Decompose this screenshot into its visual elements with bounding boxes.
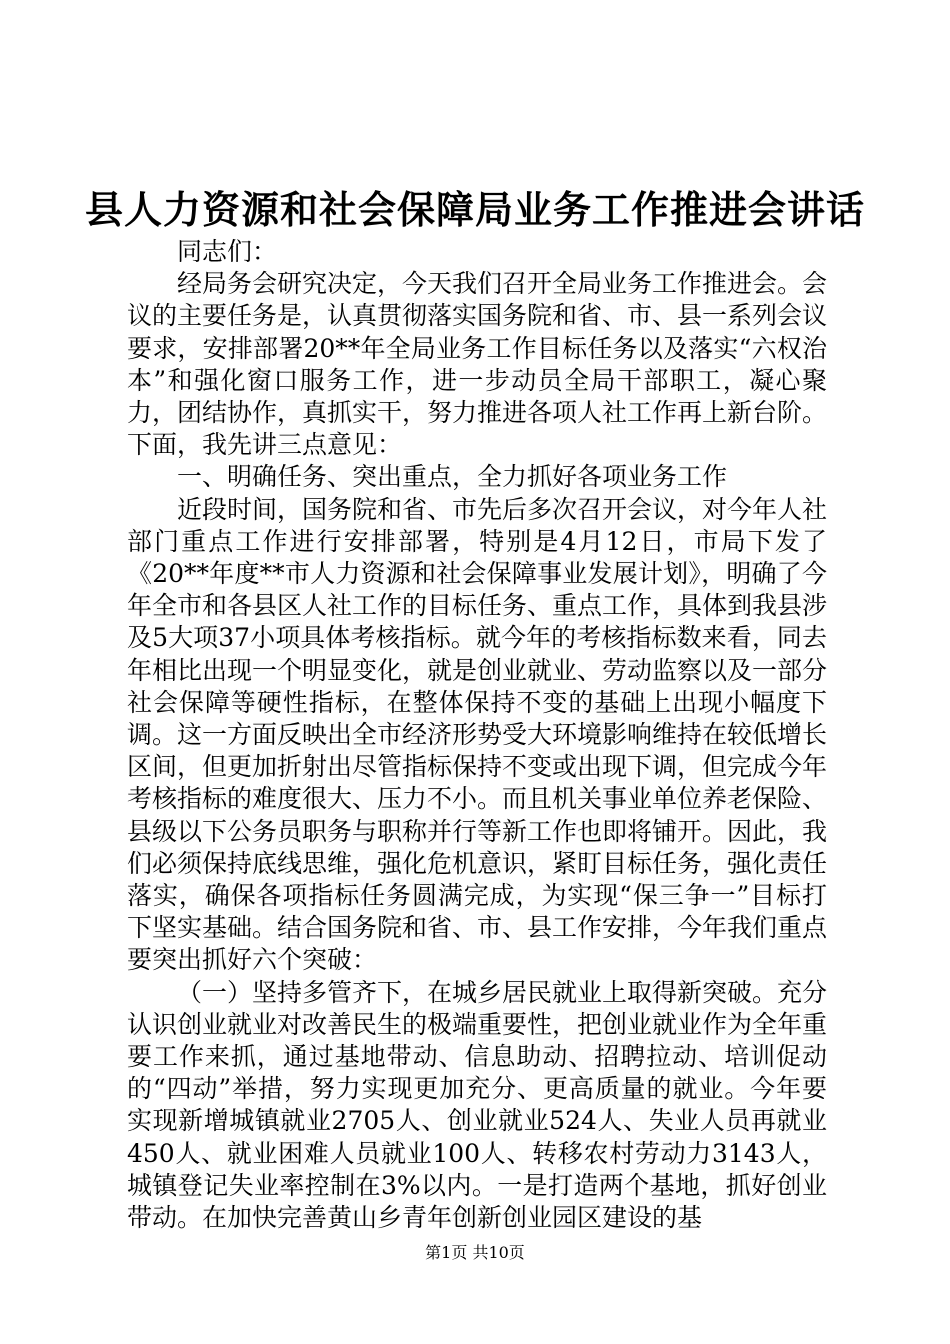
salutation-paragraph: 同志们：: [177, 237, 278, 266]
document-body: [127, 236, 827, 1234]
page-number: 第1页 共10页: [425, 1243, 525, 1262]
body-paragraph: （一）坚持多管齐下，在城乡居民就业上取得新突破。充分认识创业就业对改善民生的极端重要性，把创业就业作为全年重要工作来抓，通过基地带动、信息助动、招聘拉动、培训促动的“四动”举措，努力实现更加充分、更高质量的就业。今年要实现新增城镇就业2705人、创业就业524人、失业人员再就业450人、就业困难人员就业100人、转移农村劳动力3143人，城镇登记失业率控制在3%以内。一是打造两个基地，抓好创业带动。在加快完善黄山乡青年创新创业园区建设的基: [127, 977, 828, 1233]
intro-paragraph: 经局务会研究决定，今天我们召开全局业务工作推进会。会议的主要任务是，认真贯彻落实国务院和省、市、县一系列会议要求，安排部署20**年全局业务工作目标任务以及落实“六权治本”和强化窗口服务工作，进一步动员全局干部职工，凝心聚力，团结协作，真抓实干，努力推进各项人社工作再上新台阶。下面，我先讲三点意见：: [127, 269, 828, 460]
document-title: 县人力资源和社会保障局业务工作推进会讲话: [84, 187, 865, 232]
body-paragraph: 近段时间，国务院和省、市先后多次召开会议，对今年人社部门重点工作进行安排部署，特别是4月12日，市局下发了《20**年度**市人力资源和社会保障事业发展计划》，明确了今年全市和各县区人社工作的目标任务、重点工作，具体到我县涉及5大项37小项具体考核指标。就今年的考核指标数来看，同去年相比出现一个明显变化，就是创业就业、劳动监察以及一部分社会保障等硬性指标，在整体保持不变的基础上出现小幅度下调。这一方面反映出全市经济形势受大环境影响维持在较低增长区间，但更加折射出尽管指标保持不变或出现下调，但完成今年考核指标的难度很大、压力不小。而且机关事业单位养老保险、县级以下公务员职务与职称并行等新工作也即将铺开。因此，我们必须保持底线思维，强化危机意识，紧盯目标任务，强化责任落实，确保各项指标任务圆满完成，为实现“保三争一”目标打下坚实基础。结合国务院和省、市、县工作安排，今年我们重点要突出抓好六个突破：: [127, 494, 828, 975]
section-heading-1: 一、明确任务、突出重点，全力抓好各项业务工作: [177, 462, 728, 492]
